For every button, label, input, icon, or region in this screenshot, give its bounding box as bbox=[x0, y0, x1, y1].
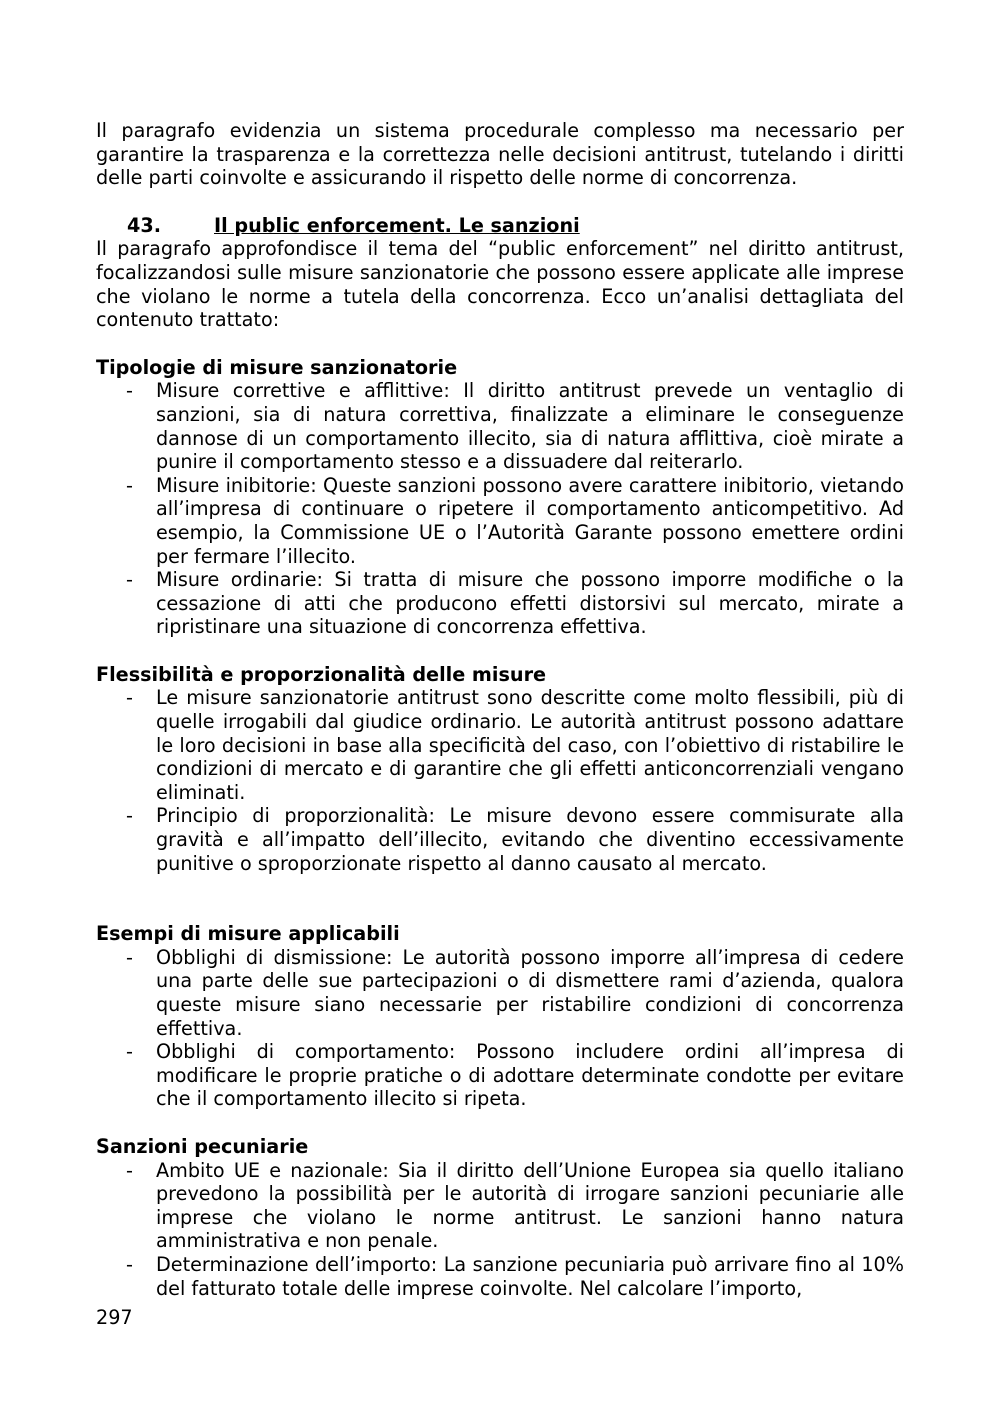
list-item bbox=[96, 946, 904, 1040]
list-item-text: Misure correttive e afflittive: Il diritto antitrust prevede un ventaglio di sanzioni, sia di natura correttiva, finalizzate a eliminare le conseguenze dannose di un comportamento illecito, sia di natura afflittiva, cioè mirate a punire il comportamento stesso e a dissuadere dal reiterarlo. bbox=[156, 379, 904, 474]
bullet-dash: - bbox=[126, 945, 133, 969]
section-number: 43. bbox=[127, 213, 161, 237]
list-item bbox=[96, 1253, 904, 1300]
bullet-list-flessibilita bbox=[96, 686, 904, 875]
subheading-esempi: Esempi di misure applicabili bbox=[96, 922, 400, 946]
bullet-list-sanzioni bbox=[96, 1159, 904, 1301]
list-item bbox=[96, 379, 904, 473]
list-item bbox=[96, 686, 904, 804]
list-item bbox=[96, 1040, 904, 1111]
bullet-dash: - bbox=[126, 804, 133, 828]
page-number: 297 bbox=[96, 1306, 133, 1329]
spacer bbox=[96, 190, 904, 214]
list-item-text: Obblighi di dismissione: Le autorità possono imporre all’impresa di cedere una parte delle sue partecipazioni o di dismettere rami d’azienda, qualora queste misure siano necessarie per ristabilire condizioni di concorrenza effettiva. bbox=[156, 945, 904, 1040]
bullet-dash: - bbox=[126, 568, 133, 592]
list-item-text: Le misure sanzionatorie antitrust sono descritte come molto flessibili, più di quelle irrogabili dal giudice ordinario. Le autorità antitrust possono adattare le loro decisioni in base alla specificità del caso, con l’obiettivo di ristabilire le condizioni di mercato e di garantire che gli effetti anticoncorrenziali vengano eliminati. bbox=[156, 686, 904, 804]
bullet-dash: - bbox=[126, 686, 133, 710]
bullet-list-tipologie bbox=[96, 379, 904, 639]
bullet-dash: - bbox=[126, 473, 133, 497]
subheading-flessibilita: Flessibilità e proporzionalità delle misure bbox=[96, 662, 547, 686]
subheading-sanzioni-pecuniarie: Sanzioni pecuniarie bbox=[96, 1134, 309, 1158]
bullet-dash: - bbox=[126, 1158, 133, 1182]
spacer bbox=[96, 1111, 904, 1135]
subheading-tipologie: Tipologie di misure sanzionatorie bbox=[96, 355, 458, 379]
list-item-text: Ambito UE e nazionale: Sia il diritto dell’Unione Europea sia quello italiano prevedono la possibilità per le autorità di irrogare sanzioni pecuniarie alle imprese che violano le norme antitrust. Le sanzioni hanno natura amministrativa e non penale. bbox=[156, 1158, 904, 1253]
section-heading bbox=[96, 214, 904, 238]
list-item-text: Misure inibitorie: Queste sanzioni possono avere carattere inibitorio, vietando all’impresa di continuare o ripetere il comportamento anticompetitivo. Ad esempio, la Commissione UE o l’Autorità Garante possono emettere ordini per fermare l’illecito. bbox=[156, 473, 904, 568]
spacer bbox=[96, 875, 904, 922]
spacer bbox=[96, 639, 904, 663]
bullet-list-esempi bbox=[96, 946, 904, 1111]
list-item bbox=[96, 804, 904, 875]
section-intro-paragraph: Il paragrafo approfondisce il tema del “public enforcement” nel diritto antitrust, focalizzandosi sulle misure sanzionatorie che possono essere applicate alle imprese che violano le norme a tutela della concorrenza. Ecco un’analisi dettagliata del contenuto trattato: bbox=[96, 237, 904, 332]
list-item-text: Misure ordinarie: Si tratta di misure che possono imporre modifiche o la cessazione di atti che producono effetti distorsivi sul mercato, mirate a ripristinare una situazione di concorrenza effettiva. bbox=[156, 568, 904, 639]
list-item bbox=[96, 568, 904, 639]
intro-paragraph: Il paragrafo evidenzia un sistema procedurale complesso ma necessario per garantire la trasparenza e la correttezza nelle decisioni antitrust, tutelando i diritti delle parti coinvolte e assicurando il rispetto delle norme di concorrenza. bbox=[96, 119, 904, 190]
page-content bbox=[96, 119, 904, 1300]
list-item bbox=[96, 1159, 904, 1253]
bullet-dash: - bbox=[126, 379, 133, 403]
list-item-text: Principio di proporzionalità: Le misure devono essere commisurate alla gravità e all’impatto dell’illecito, evitando che diventino eccessivamente punitive o sproporzionate rispetto al danno causato al mercato. bbox=[156, 804, 904, 875]
list-item-text: Obblighi di comportamento: Possono includere ordini all’impresa di modificare le proprie pratiche o di adottare determinate condotte per evitare che il comportamento illecito si ripeta. bbox=[156, 1040, 904, 1111]
bullet-dash: - bbox=[126, 1252, 133, 1276]
section-title: Il public enforcement. Le sanzioni bbox=[214, 213, 580, 237]
bullet-dash: - bbox=[126, 1040, 133, 1064]
list-item bbox=[96, 474, 904, 568]
spacer bbox=[96, 332, 904, 356]
list-item-text: Determinazione dell’importo: La sanzione pecuniaria può arrivare fino al 10% del fatturato totale delle imprese coinvolte. Nel calcolare l’importo, bbox=[156, 1252, 904, 1300]
